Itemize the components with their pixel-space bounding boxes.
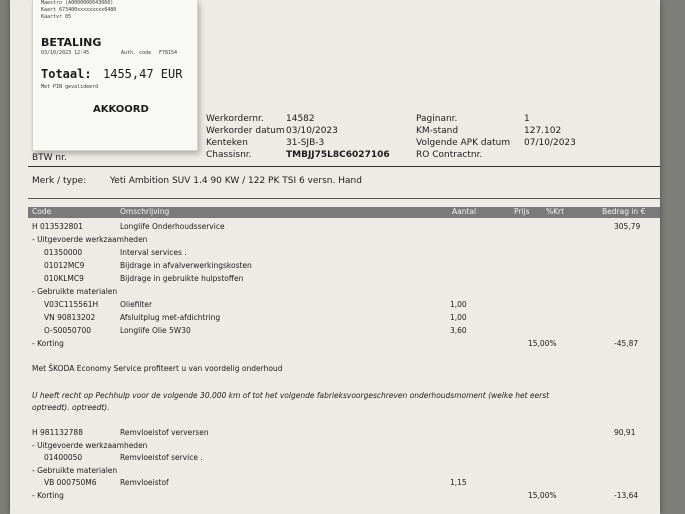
row-description: Interval services . [120,248,187,257]
row-code: - Gebruikte materialen [32,287,118,296]
work-order-number: 14582 [286,114,315,124]
km-label: KM-stand [416,126,459,136]
receipt-status: AKKOORD [93,104,149,115]
row-quantity: 1,15 [450,478,467,487]
col-quantity: Aantal [452,207,477,216]
row-quantity: 1,00 [450,313,467,322]
economy-note: Met ŠKODA Economy Service profiteert u van voordelig onderhoud [32,364,283,373]
row-code: - Gebruikte materialen [32,465,118,475]
table-row [10,478,660,489]
row-description: Remvloeistof service . [120,453,203,462]
row-code: - Uitgevoerde werkzaamheden [32,235,148,244]
col-description: Omschrijving [120,207,170,216]
receipt-auth-label: Auth. code [121,50,152,56]
row-amount: -13,64 [614,490,639,500]
row-code: - Korting [32,339,64,348]
apk-date: 07/10/2023 [524,138,576,148]
table-row [10,441,660,452]
receipt-title: BETALING [41,36,102,49]
table-header [28,207,660,218]
ro-contract-label: RO Contractnr. [416,150,483,160]
table-row [10,339,660,350]
row-code: V03C115561H [44,300,99,309]
table-row [10,261,660,272]
invoice-page [10,0,660,514]
row-description: Remvloeistof verversen [120,428,209,437]
chassis-label: Chassisnr. [206,150,252,160]
row-code: - Uitgevoerde werkzaamheden [32,440,148,450]
row-code: 010KLMC9 [44,274,84,283]
col-amount: Bedrag in € [602,207,646,216]
table-row [10,453,660,464]
receipt-pin-text: Met PIN gevalideerd [41,84,99,90]
license-plate-label: Kenteken [206,138,248,148]
chassis-number: TMBJJ75L8C6027106 [286,150,390,160]
divider [28,166,660,167]
row-description: Bijdrage in gebruikte hulpstoffen [120,274,244,283]
receipt-card-seq: Kaartvr 05 [41,14,72,20]
row-code: H 013532801 [32,222,83,231]
pechhulp-note-2: optreedt). optreedt). [32,403,110,412]
row-description: Oliefilter [120,300,153,309]
row-discount: 15,00% [528,339,557,348]
row-code: - Korting [32,490,64,500]
table-row [10,326,660,337]
work-order-number-label: Werkordernr. [206,114,264,124]
table-row [10,466,660,477]
row-description: Longlife Olie 5W30 [120,326,191,335]
receipt-card-line: Maestro (A0000000043060) [41,0,114,6]
receipt-auth-code: F78154 [159,50,178,56]
license-plate: 31-SJB-3 [286,138,325,148]
row-quantity: 1,00 [450,300,467,309]
row-code: 01012MC9 [44,261,85,270]
row-code: 01400050 [44,453,83,462]
km-value: 127.102 [524,126,562,136]
payment-receipt [32,0,198,151]
apk-date-label: Volgende APK datum [416,138,511,148]
table-row [10,222,660,233]
row-code: VN 90813202 [44,313,96,322]
row-code: 01350000 [44,248,83,257]
table-row [10,287,660,298]
vat-label: BTW nr. [32,153,67,163]
vehicle-type: Yeti Ambition SUV 1.4 90 KW / 122 PK TSI 6 versn. Hand [110,176,362,186]
row-code: H 981132788 [32,428,83,437]
table-row [10,313,660,324]
pechhulp-note-1: U heeft recht op Pechhulp voor de volgende 30.000 km of tot het volgende fabrieksvoorgeschreven onderhoudsmoment (welke het eerst [32,391,550,400]
vehicle-label: Merk / type: [32,176,87,186]
row-amount: -45,87 [614,339,639,348]
row-code: O-S0050700 [44,326,91,335]
receipt-datetime: 03/10/2023 12:45 [41,50,90,56]
table-row [10,235,660,246]
table-row [10,300,660,311]
row-quantity: 3,60 [450,326,467,335]
row-description: Bijdrage in afvalverwerkingskosten [120,261,252,270]
page-number-label: Paginanr. [416,114,458,124]
row-code: VB 000750M6 [44,478,97,487]
table-row [10,274,660,285]
work-order-date: 03/10/2023 [286,126,338,136]
page-number: 1 [524,114,530,124]
work-order-date-label: Werkorder datum [206,126,285,136]
row-discount: 15,00% [528,490,557,500]
table-row [10,491,660,502]
table-row [10,428,660,439]
divider [28,198,660,199]
table-row [10,248,660,259]
row-description: Afsluitplug met-afdichtring [120,313,221,322]
receipt-card-number: Kaart 673400xxxxxxxxx0480 [41,7,117,13]
col-discount: %Krt [546,207,565,216]
row-amount: 305,79 [614,222,641,231]
col-code: Code [32,207,52,216]
receipt-total-value: 1455,47 EUR [103,67,183,81]
receipt-total-label: Totaal: [41,67,92,81]
row-amount: 90,91 [614,428,636,437]
col-price: Prijs [514,207,530,216]
row-description: Remvloeistof [120,478,169,487]
row-description: Longlife Onderhoudsservice [120,222,225,231]
